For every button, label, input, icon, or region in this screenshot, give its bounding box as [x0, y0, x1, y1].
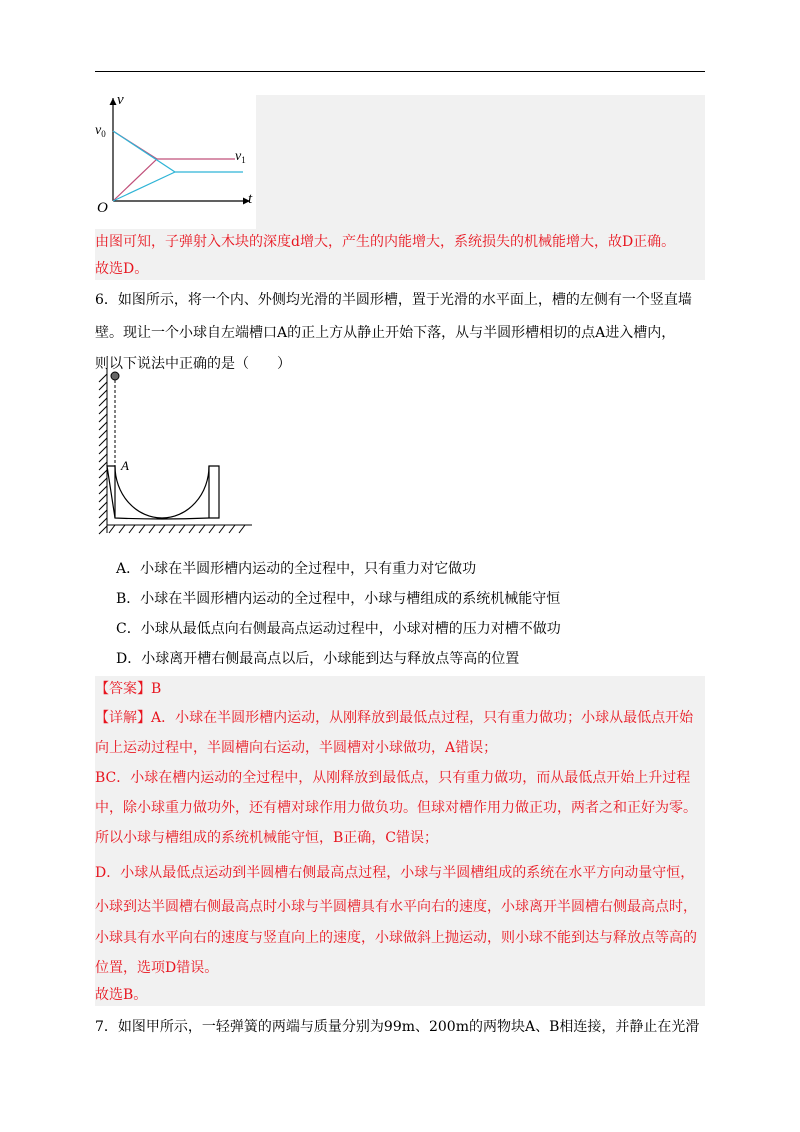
- header-rule: [95, 71, 705, 72]
- blue-velocity-line: [113, 131, 243, 172]
- q6-explanation-line9: 位置，选项D错误。: [95, 960, 219, 976]
- ball: [111, 372, 119, 380]
- q6-explanation-line8: 小球具有水平向右的速度与竖直向上的速度，小球做斜上抛运动，则小球不能到达与释放点等高的: [95, 930, 697, 946]
- q6-explanation-line7: 小球到达半圆槽右侧最高点时小球与半圆槽具有水平向右的速度，小球离开半圆槽右侧最高点时，: [95, 899, 697, 915]
- v0-label: $v_0$: [95, 123, 106, 139]
- wall-hatching: [99, 368, 107, 534]
- prev-solution-shade: [256, 95, 705, 239]
- q6-stem-line3: 则以下说法中正确的是（ ）: [95, 356, 291, 372]
- v1-label: $v_1$: [235, 149, 246, 165]
- q6-answer: 【答案】B: [95, 681, 162, 697]
- q6-explanation-line5: 所以小球与槽组成的系统机械能守恒，B正确，C错误；: [95, 830, 438, 846]
- q6-explanation-line2: 向上运动过程中，半圆槽向右运动，半圆槽对小球做功，A错误；: [95, 740, 498, 756]
- q6-option-c: C．小球从最低点向右侧最高点运动过程中，小球对槽的压力对槽不做功: [116, 621, 561, 637]
- q6-explanation-line4: 中，除小球重力做功外，还有槽对球作用力做负功。但球对槽作用力做正功，两者之和正好为零。: [95, 800, 697, 816]
- velocity-time-graph: [95, 90, 260, 215]
- semicircular-groove: [107, 466, 219, 519]
- q6-stem-line2: 壁。现让一个小球自左端槽口A的正上方从静止开始下落，从与半圆形槽相切的点A进入槽内，: [95, 325, 676, 341]
- q6-option-b: B．小球在半圆形槽内运动的全过程中，小球与槽组成的系统机械能守恒: [116, 591, 561, 607]
- point-a-label: A: [121, 458, 129, 473]
- origin-label: O: [97, 200, 108, 215]
- q6-option-d: D．小球离开槽右侧最高点以后，小球能到达与释放点等高的位置: [116, 651, 520, 667]
- q6-option-a: A．小球在半圆形槽内运动的全过程中，只有重力对它做功: [116, 561, 477, 577]
- q6-stem-line1: 6．如图所示，将一个内、外侧均光滑的半圆形槽，置于光滑的水平面上，槽的左侧有一个竖直墙: [95, 292, 692, 308]
- half-pipe-figure: [95, 368, 255, 538]
- blue-velocity-line-2: [113, 172, 175, 201]
- q6-conclusion: 故选B。: [95, 987, 148, 1003]
- floor-hatching: [107, 525, 252, 533]
- t-axis-label: t: [248, 191, 253, 207]
- q6-explanation-line3: BC．小球在槽内运动的全过程中，从刚释放到最低点，只有重力做功，而从最低点开始上升过程: [95, 770, 691, 786]
- pink-velocity-line: [113, 159, 235, 201]
- q6-explanation-line6: D．小球从最低点运动到半圆槽右侧最高点过程，小球与半圆槽组成的系统在水平方向动量守恒，: [95, 865, 695, 881]
- q7-stem-line1: 7．如图甲所示，一轻弹簧的两端与质量分别为99m、200m的两物块A、B相连接，并静止在光滑: [95, 1019, 700, 1035]
- prev-solution-line2: 故选D。: [95, 261, 149, 277]
- prev-solution-line1: 由图可知，子弹射入木块的深度d增大，产生的内能增大，系统损失的机械能增大，故D正确。: [95, 234, 676, 250]
- v-axis-label: v: [117, 92, 124, 108]
- q6-explanation-line1: 【详解】A．小球在半圆形槽内运动，从刚释放到最低点过程，只有重力做功；小球从最低点开始: [95, 710, 694, 726]
